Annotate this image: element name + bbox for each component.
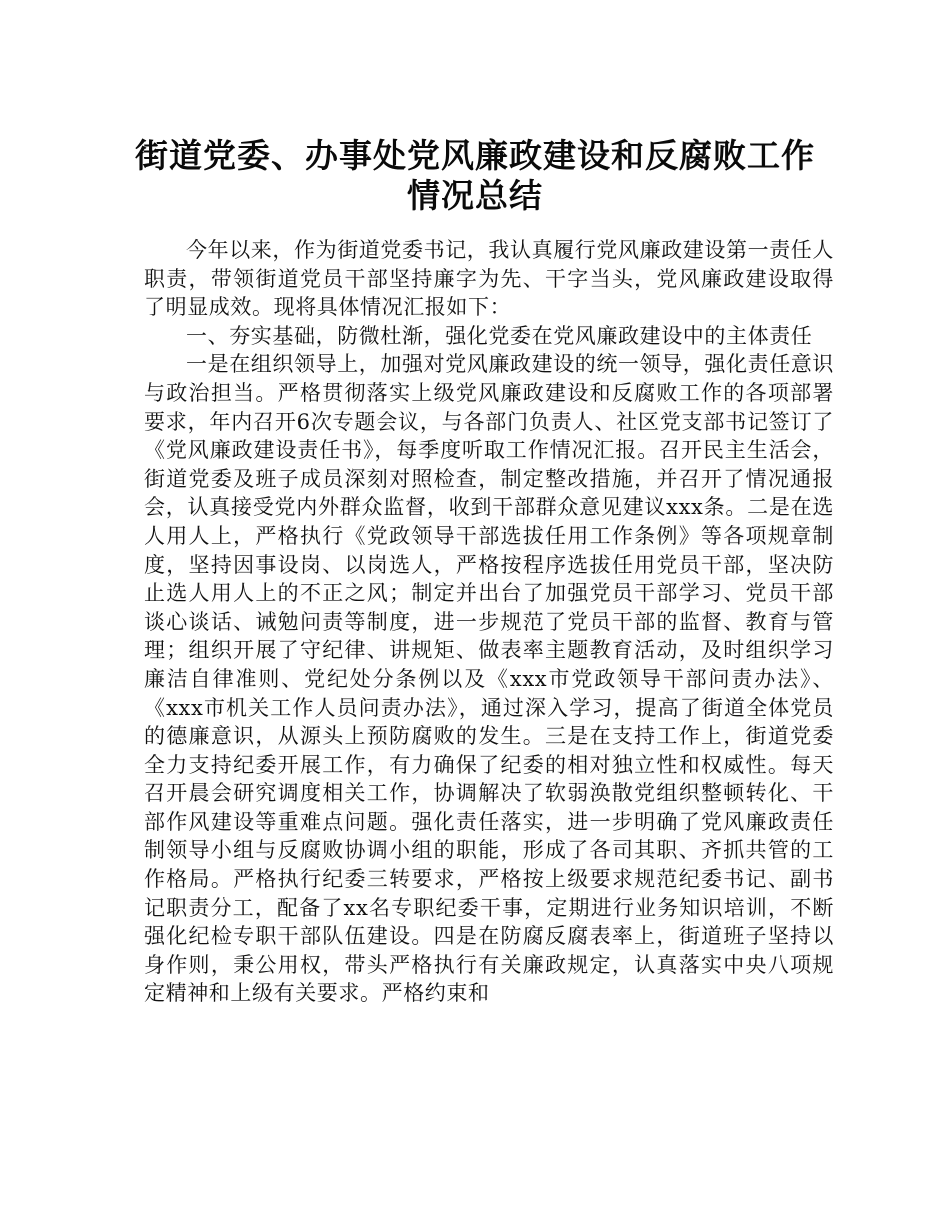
paragraph-intro: 今年以来，作为街道党委书记，我认真履行党风廉政建设第一责任人职责，带领街道党员干部坚持廉字为先、干字当头，党风廉政建设取得了明显成效。现将具体情况汇报如下：	[144, 238, 834, 320]
document-title	[120, 136, 830, 216]
paragraph-main: 一是在组织领导上，加强对党风廉政建设的统一领导，强化责任意识与政治担当。严格贯彻落实上级党风廉政建设和反腐败工作的各项部署要求，年内召开6次专题会议，与各部门负责人、社区党支部书记签订了《党风廉政建设责任书》，每季度听取工作情况汇报。召开民主生活会，街道党委及班子成员深刻对照检查，制定整改措施，并召开了情况通报会，认真接受党内外群众监督，收到干部群众意见建议xxx条。二是在选人用人上，严格执行《党政领导干部选拔任用工作条例》等各项规章制度，坚持因事设岗、以岗选人，严格按程序选拔任用党员干部，坚决防止选人用人上的不正之风；制定并出台了加强党员干部学习、党员干部谈心谈话、诫勉问责等制度，进一步规范了党员干部的监督、教育与管理；组织开展了守纪律、讲规矩、做表率主题教育活动，及时组织学习廉洁自律准则、党纪处分条例以及《xxx市党政领导干部问责办法》、《xxx市机关工作人员问责办法》，通过深入学习，提高了街道全体党员的德廉意识，从源头上预防腐败的发生。三是在支持工作上，街道党委全力支持纪委开展工作，有力确保了纪委的相对独立性和权威性。每天召开晨会研究调度相关工作，协调解决了软弱涣散党组织整顿转化、干部作风建设等重难点问题。强化责任落实，进一步明确了党风廉政责任制领导小组与反腐败协调小组的职能，形成了各司其职、齐抓共管的工作格局。严格执行纪委三转要求，严格按上级要求规范纪委书记、副书记职责分工，配备了xx名专职纪委干事，定期进行业务知识培训，不断强化纪检专职干部队伍建设。四是在防腐反腐表率上，街道班子坚持以身作则，秉公用权，带头严格执行有关廉政规定，认真落实中央八项规定精神和上级有关要求。严格约束和	[144, 352, 834, 1006]
document-body	[144, 236, 834, 1008]
title-line-1: 街道党委、办事处党风廉政建设和反腐败工作	[135, 136, 815, 175]
title-line-2: 情况总结	[407, 176, 543, 215]
paragraph-section-heading: 一、夯实基础，防微杜渐，强化党委在党风廉政建设中的主体责任	[186, 323, 813, 348]
